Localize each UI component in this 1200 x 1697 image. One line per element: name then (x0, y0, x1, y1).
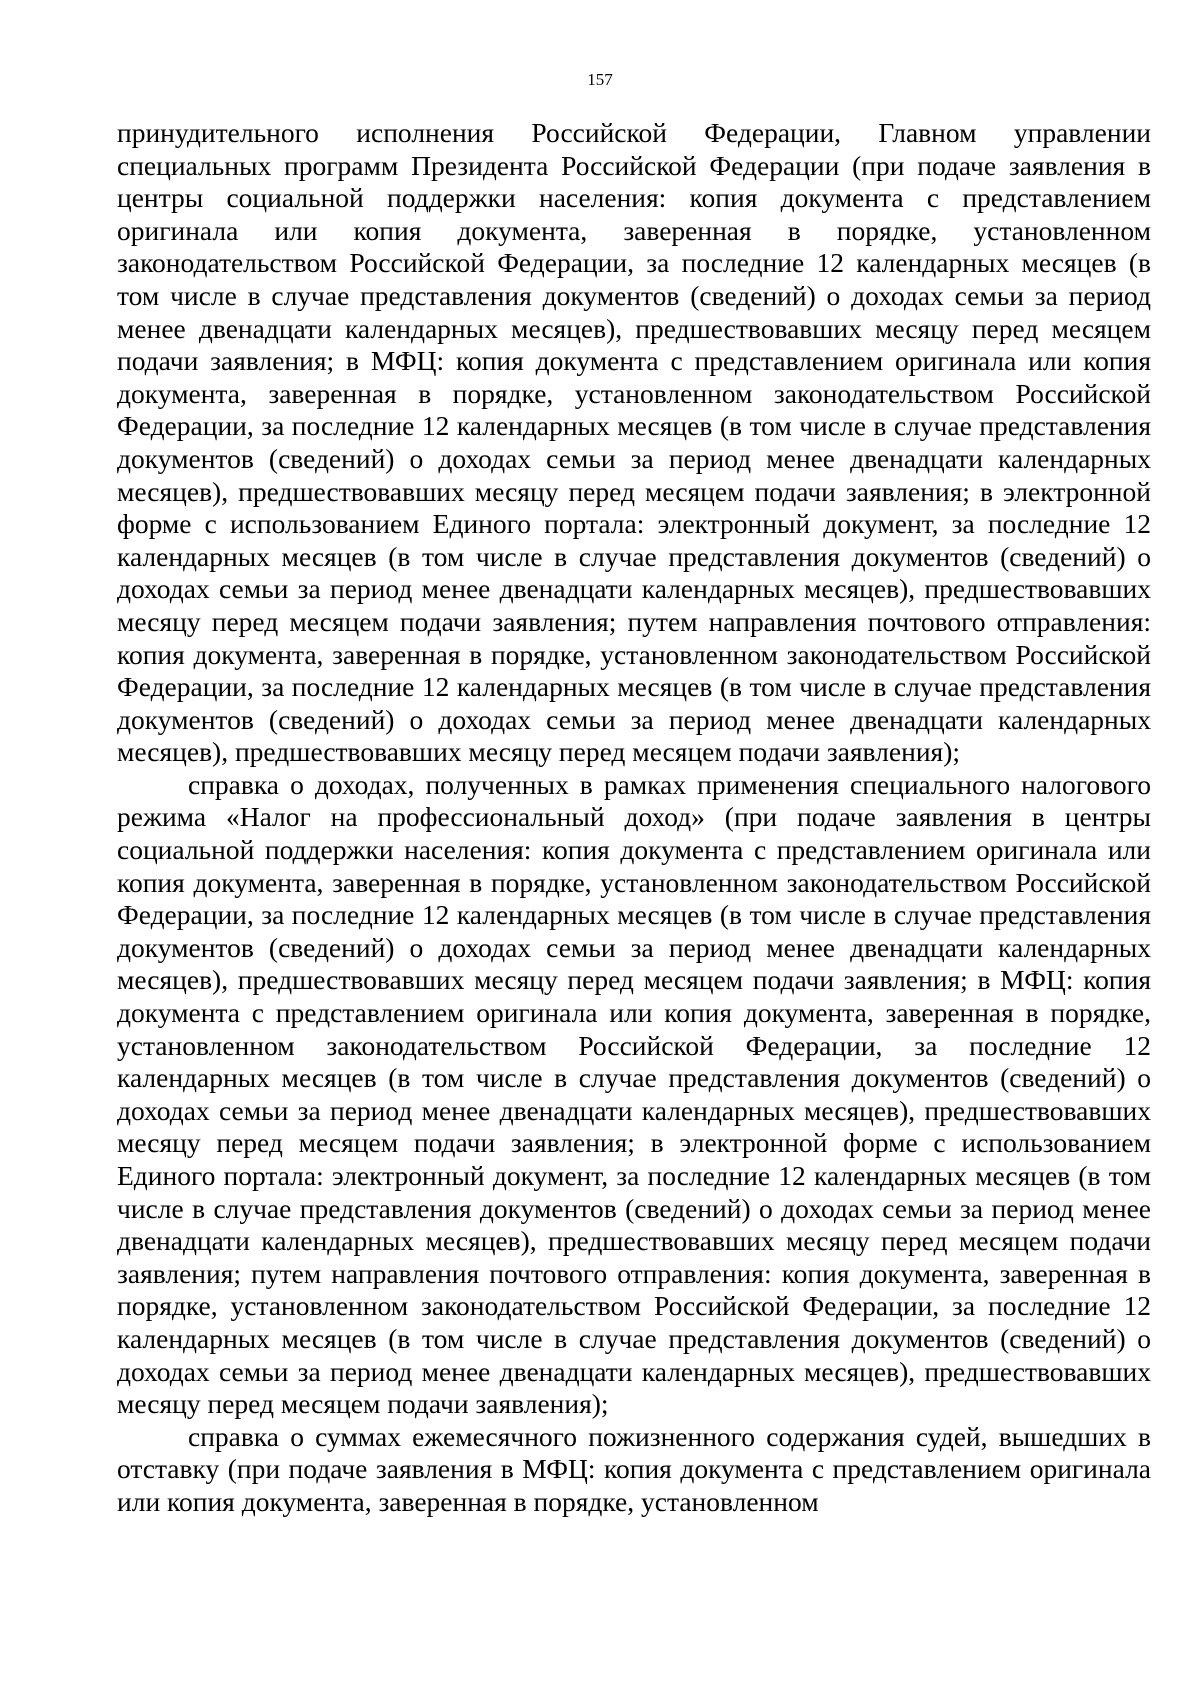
page-number: 157 (587, 70, 613, 89)
document-body (117, 117, 1151, 1519)
paragraph-npd-income-certificate: справка о доходах, полученных в рамках применения специального налогового режима «Налог на профессиональный доход» (при подаче заявления в центры социальной поддержки населения: копия документа с представлением оригинала или копия документа, заверенная в порядке, установленном законодательством Российской Федерации, за последние 12 календарных месяцев (в том числе в случае представления документов (сведений) о доходах семьи за период менее двенадцати календарных месяцев), предшествовавших месяцу перед месяцем подачи заявления; в МФЦ: копия документа с представлением оригинала или копия документа, заверенная в порядке, установленном законодательством Российской Федерации, за последние 12 календарных месяцев (в том числе в случае представления документов (сведений) о доходах семьи за период менее двенадцати календарных месяцев), предшествовавших месяцу перед месяцем подачи заявления; в электронной форме с использованием Единого портала: электронный документ, за последние 12 календарных месяцев (в том числе в случае представления документов (сведений) о доходах семьи за период менее двенадцати календарных месяцев), предшествовавших месяцу перед месяцем подачи заявления; путем направления почтового отправления: копия документа, заверенная в порядке, установленном законодательством Российской Федерации, за последние 12 календарных месяцев (в том числе в случае представления документов (сведений) о доходах семьи за период менее двенадцати календарных месяцев), предшествовавших месяцу перед месяцем подачи заявления); (117, 768, 1151, 1420)
paragraph-continued: принудительного исполнения Российской Федерации, Главном управлении специальных программ Президента Российской Федерации (при подаче заявления в центры социальной поддержки населения: копия документа с представлением оригинала или копия документа, заверенная в порядке, установленном законодательством Российской Федерации, за последние 12 календарных месяцев (в том числе в случае представления документов (сведений) о доходах семьи за период менее двенадцати календарных месяцев), предшествовавших месяцу перед месяцем подачи заявления; в МФЦ: копия документа с представлением оригинала или копия документа, заверенная в порядке, установленном законодательством Российской Федерации, за последние 12 календарных месяцев (в том числе в случае представления документов (сведений) о доходах семьи за период менее двенадцати календарных месяцев), предшествовавших месяцу перед месяцем подачи заявления; в электронной форме с использованием Единого портала: электронный документ, за последние 12 календарных месяцев (в том числе в случае представления документов (сведений) о доходах семьи за период менее двенадцати календарных месяцев), предшествовавших месяцу перед месяцем подачи заявления; путем направления почтового отправления: копия документа, заверенная в порядке, установленном законодательством Российской Федерации, за последние 12 календарных месяцев (в том числе в случае представления документов (сведений) о доходах семьи за период менее двенадцати календарных месяцев), предшествовавших месяцу перед месяцем подачи заявления); (117, 117, 1151, 768)
paragraph-judges-allowance-certificate: справка о суммах ежемесячного пожизненного содержания судей, вышедших в отставку (при подаче заявления в МФЦ: копия документа с представлением оригинала или копия документа, заверенная в порядке, установленном (117, 1420, 1151, 1517)
